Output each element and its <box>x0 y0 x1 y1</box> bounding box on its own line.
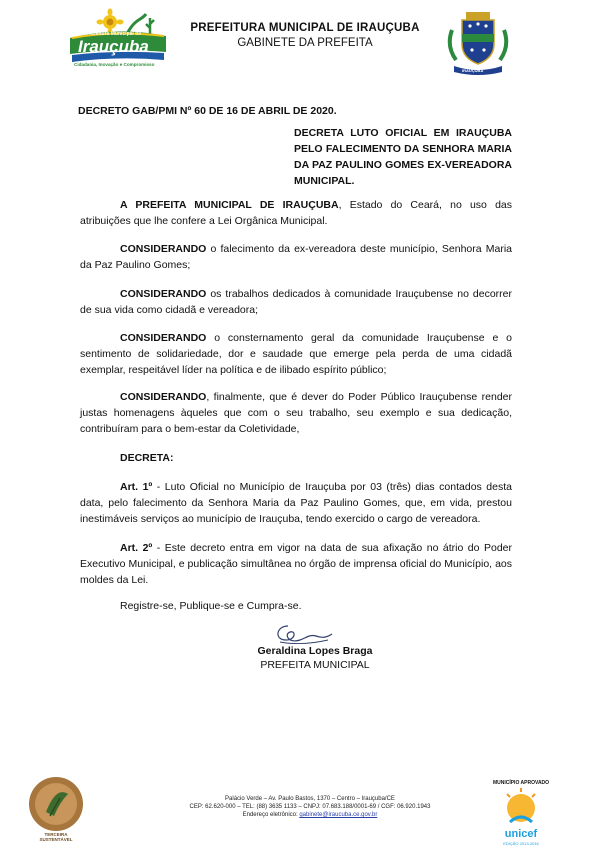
logo-tagline: Prefeitura Municipal de <box>86 31 142 37</box>
considerando-lead: CONSIDERANDO <box>120 288 207 300</box>
closing-text: Registre-se, Publique-se e Cumpra-se. <box>120 600 302 612</box>
coat-of-arms <box>446 10 510 76</box>
closing-line <box>80 598 512 614</box>
header-title: PREFEITURA MUNICIPAL DE IRAUÇUBA <box>190 22 420 34</box>
logo-wordmark: Irauçuba <box>78 37 149 56</box>
article-lead: Art. 2º <box>120 542 153 554</box>
header-subtitle: GABINETE DA PREFEITA <box>237 37 373 49</box>
footer-contacts: CEP: 62.620-000 – TEL: (88) 3635 1133 – CNPJ: 07.683.188/0001-69 / CGF: 06.920.1943 <box>189 804 431 810</box>
article-paragraph <box>80 540 512 588</box>
article-lead: Art. 1º <box>120 481 153 493</box>
seal-edition: EDIÇÃO 2013-2016 <box>503 841 539 846</box>
decreta-heading <box>80 450 512 466</box>
article-text: - Este decreto entra em vigor na data de sua afixação no átrio do Poder Executivo Municipal, e publicação simultânea no órgão de imprensa oficial do Município, aos moldes da Lei. <box>80 542 512 586</box>
considerando-text: o consternamento geral da comunidade Irauçubense e o sentimento de solidariedade, dor e saudade que emerge pela perda de uma cidadã exemplar, respeitável líder na política e de ilibado espírito público; <box>80 332 512 376</box>
considerando-paragraph <box>80 330 512 378</box>
unicef-wordmark: unicef <box>504 828 538 840</box>
logo-slogan: Cidadania, Inovação e Compromisso <box>74 62 155 67</box>
considerando-text: , finalmente, que é dever do Poder Público Irauçubense render justas homenagens àqueles que com o seu trabalho, seu exemplo e sua dedicação, contribuíram para o bem-estar da Coletividade, <box>80 391 512 435</box>
preamble-paragraph <box>80 197 512 229</box>
considerando-text: os trabalhos dedicados à comunidade Irauçubense no decorrer de sua vida como cidadã e vereadora; <box>80 288 512 316</box>
footer-email-link[interactable]: gabinete@iraucuba.ce.gov.br <box>299 812 378 818</box>
unicef-seal <box>488 778 554 848</box>
preamble-lead: A PREFEITA MUNICIPAL DE IRAUÇUBA <box>120 199 339 211</box>
article-text: - Luto Oficial no Município de Irauçuba por 03 (três) dias contados desta data, pelo falecimento da Senhora Maria da Paz Paulino Gomes, que, em vida, prestou inestimáveis serviços ao município de Irauçuba, tendo exercido o cargo de vereadora. <box>80 481 512 525</box>
article-paragraph <box>80 479 512 527</box>
decreta-label: DECRETA: <box>120 452 174 464</box>
considerando-text: o falecimento da ex-vereadora deste município, Senhora Maria da Paz Paulino Gomes; <box>80 243 512 271</box>
signatory-name: Geraldina Lopes Braga <box>257 645 373 657</box>
decree-number: DECRETO GAB/PMI Nº 60 DE 16 DE ABRIL DE 2020. <box>78 105 337 117</box>
crest-banner-text: IRAUÇUBA <box>462 68 484 73</box>
preamble-text: , Estado do Ceará, no uso das atribuições que lhe confere a Lei Orgânica Municipal. <box>80 199 513 227</box>
signatory-role: PREFEITA MUNICIPAL <box>260 659 370 671</box>
considerando-paragraph <box>80 286 512 318</box>
footer-email-label: Endereço eletrônico: <box>242 812 300 818</box>
considerando-lead: CONSIDERANDO <box>120 332 207 344</box>
considerando-paragraph <box>80 241 512 273</box>
handwritten-signature <box>266 620 336 648</box>
considerando-paragraph <box>80 389 512 437</box>
decree-summary: DECRETA LUTO OFICIAL EM IRAUÇUBA PELO FALECIMENTO DA SENHORA MARIA DA PAZ PAULINO GOMES EX-VEREADORA MUNICIPAL. <box>294 127 512 187</box>
footer-address: Palácio Verde – Av. Paulo Bastos, 1370 – Centro – Irauçuba/CE <box>225 796 395 802</box>
considerando-lead: CONSIDERANDO <box>120 391 207 403</box>
seal-arc-text: MUNICÍPIO APROVADO <box>492 780 550 786</box>
seal-text: TERCEIRA SUSTENTÁVEL <box>39 832 73 842</box>
considerando-lead: CONSIDERANDO <box>120 243 207 255</box>
